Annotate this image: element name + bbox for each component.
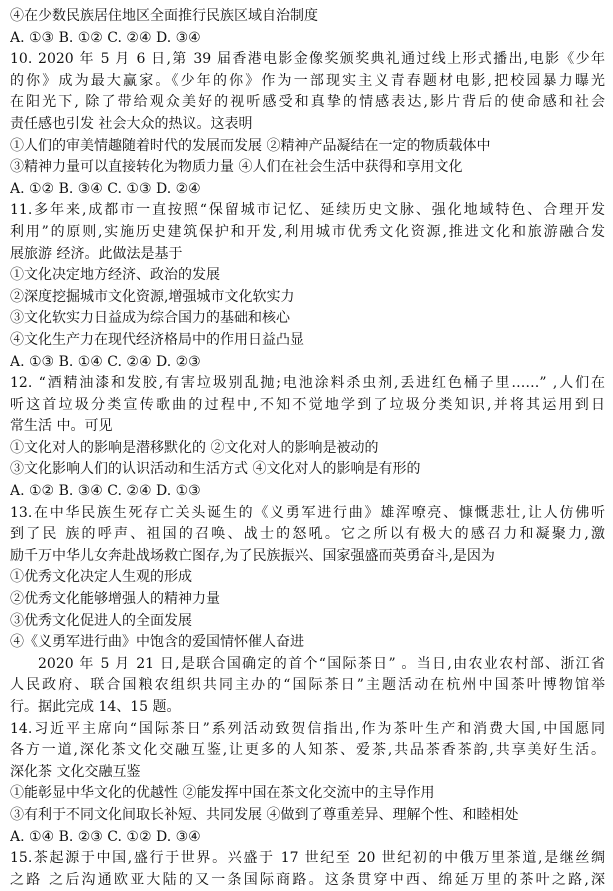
text-line: 行。据此完成 14、15 题。: [10, 699, 181, 715]
text-line: 责任感也引发 社会大众的热议。这表明: [10, 115, 253, 132]
text-line: ①文化决定地方经济、政治的发展: [10, 267, 220, 284]
text-line: 在阳光下, 除了带给观众美好的视听感受和真挚的情感表达,影片背后的使命感和社会: [10, 94, 605, 111]
text-line: ③优秀文化促进人的全面发展: [10, 612, 192, 629]
text-line: A. ①④ B. ②③ C. ①② D. ③④: [10, 828, 201, 845]
text-line: A. ①② B. ③④ C. ②④ D. ①③: [10, 483, 201, 500]
text-line: ①能彰显中华文化的优越性 ②能发挥中国在茶文化交流中的主导作用: [10, 785, 435, 802]
text-line: 13.在中华民族生死存亡关头诞生的《义勇军进行曲》雄浑嘹亮、慷慨悲壮,让人仿佛听: [10, 504, 605, 521]
text-line: ②优秀文化能够增强人的精神力量: [10, 591, 220, 608]
text-line: A. ①③ B. ①② C. ②④ D. ③④: [10, 29, 201, 46]
text-line: 14.习近平主席向“国际茶日”系列活动致贺信指出,作为茶叶生产和消费大国,中国愿同: [10, 720, 605, 737]
text-line: ③精神力量可以直接转化为物质力量 ④人们在社会生活中获得和享用文化: [10, 159, 463, 176]
text-line: ①优秀文化决定人生观的形成: [10, 569, 192, 586]
text-line: 2020 年 5 月 21 日,是联合国确定的首个“国际茶日” 。当日,由农业农村部、浙江省: [38, 655, 605, 672]
text-line: 15.茶起源于中国,盛行于世界。兴盛于 17 世纪至 20 世纪初的中俄万里茶道,是继丝绸: [10, 850, 605, 867]
text-line: 12. “酒精油漆和发胶,有害垃圾别乱抛;电池涂料杀虫剂,丢进红色桶子里……” ,人们在: [10, 375, 605, 392]
text-line: A. ①③ B. ①④ C. ②④ D. ②③: [10, 353, 201, 370]
text-line: ③有利于不同文化间取长补短、共同发展 ④做到了尊重差异、理解个性、和睦相处: [10, 806, 519, 823]
text-line: 常生活 中。可见: [10, 418, 113, 435]
text-line: 之路 之后沟通欧亚大陆的又一条国际商路。这条贯穿中西、绵延万里的茶叶之路,深: [10, 871, 605, 888]
text-line: 深化茶 文化交融互鉴: [10, 763, 141, 780]
text-line: 展旅游 经济。此做法是基于: [10, 245, 183, 262]
text-line: 励千万中华儿女奔赴战场救亡图存,为了民族振兴、国家强盛而英勇奋斗,是因为: [10, 547, 495, 564]
text-line: A. ①② B. ③④ C. ①③ D. ②④: [10, 180, 201, 197]
text-line: ③文化影响人们的认识活动和生活方式 ④文化对人的影响是有形的: [10, 461, 421, 478]
text-line: ④《义勇军进行曲》中饱含的爱国情怀催人奋进: [10, 634, 304, 651]
text-line: 11.多年来,成都市一直按照“保留城市记忆、延续历史文脉、强化地域特色、合理开发: [10, 202, 605, 219]
text-line: ①文化对人的影响是潜移默化的 ②文化对人的影响是被动的: [10, 439, 379, 456]
text-line: ③文化软实力日益成为综合国力的基础和核心: [10, 310, 290, 327]
text-line: 人民政府、联合国粮农组织共同主办的“国际茶日”主题活动在杭州中国茶叶博物馆举: [10, 677, 605, 694]
text-line: 利用”的原则,实施历史建筑保护和开发,利用城市优秀文化资源,推进文化和旅游融合发: [10, 223, 605, 240]
text-line: ④在少数民族居住地区全面推行民族区域自治制度: [10, 8, 318, 24]
text-line: 10. 2020 年 5 月 6 日,第 39 届香港电影金像奖颁奖典礼通过线上形式播出,电影《少年: [10, 51, 605, 68]
text-line: 到了民 族的呼声、祖国的召唤、战士的怒吼。它之所以有极大的感召力和凝聚力,激: [10, 526, 605, 543]
text-line: 各方一道,深化茶文化交融互鉴,让更多的人知茶、爱茶,共品茶香茶韵,共享美好生活。: [10, 742, 605, 759]
text-line: 的你》成为最大赢家。《少年的你》作为一部现实主义青春题材电影,把校园暴力曝光: [10, 72, 605, 89]
text-line: 听这首垃圾分类宣传歌曲的过程中,不知不觉地学到了垃圾分类知识,并将其运用到日: [10, 396, 605, 413]
text-line: ②深度挖掘城市文化资源,增强城市文化软实力: [10, 288, 295, 305]
text-line: ①人们的审美情趣随着时代的发展而发展 ②精神产品凝结在一定的物质载体中: [10, 137, 491, 154]
text-line: ④文化生产力在现代经济格局中的作用日益凸显: [10, 331, 304, 348]
